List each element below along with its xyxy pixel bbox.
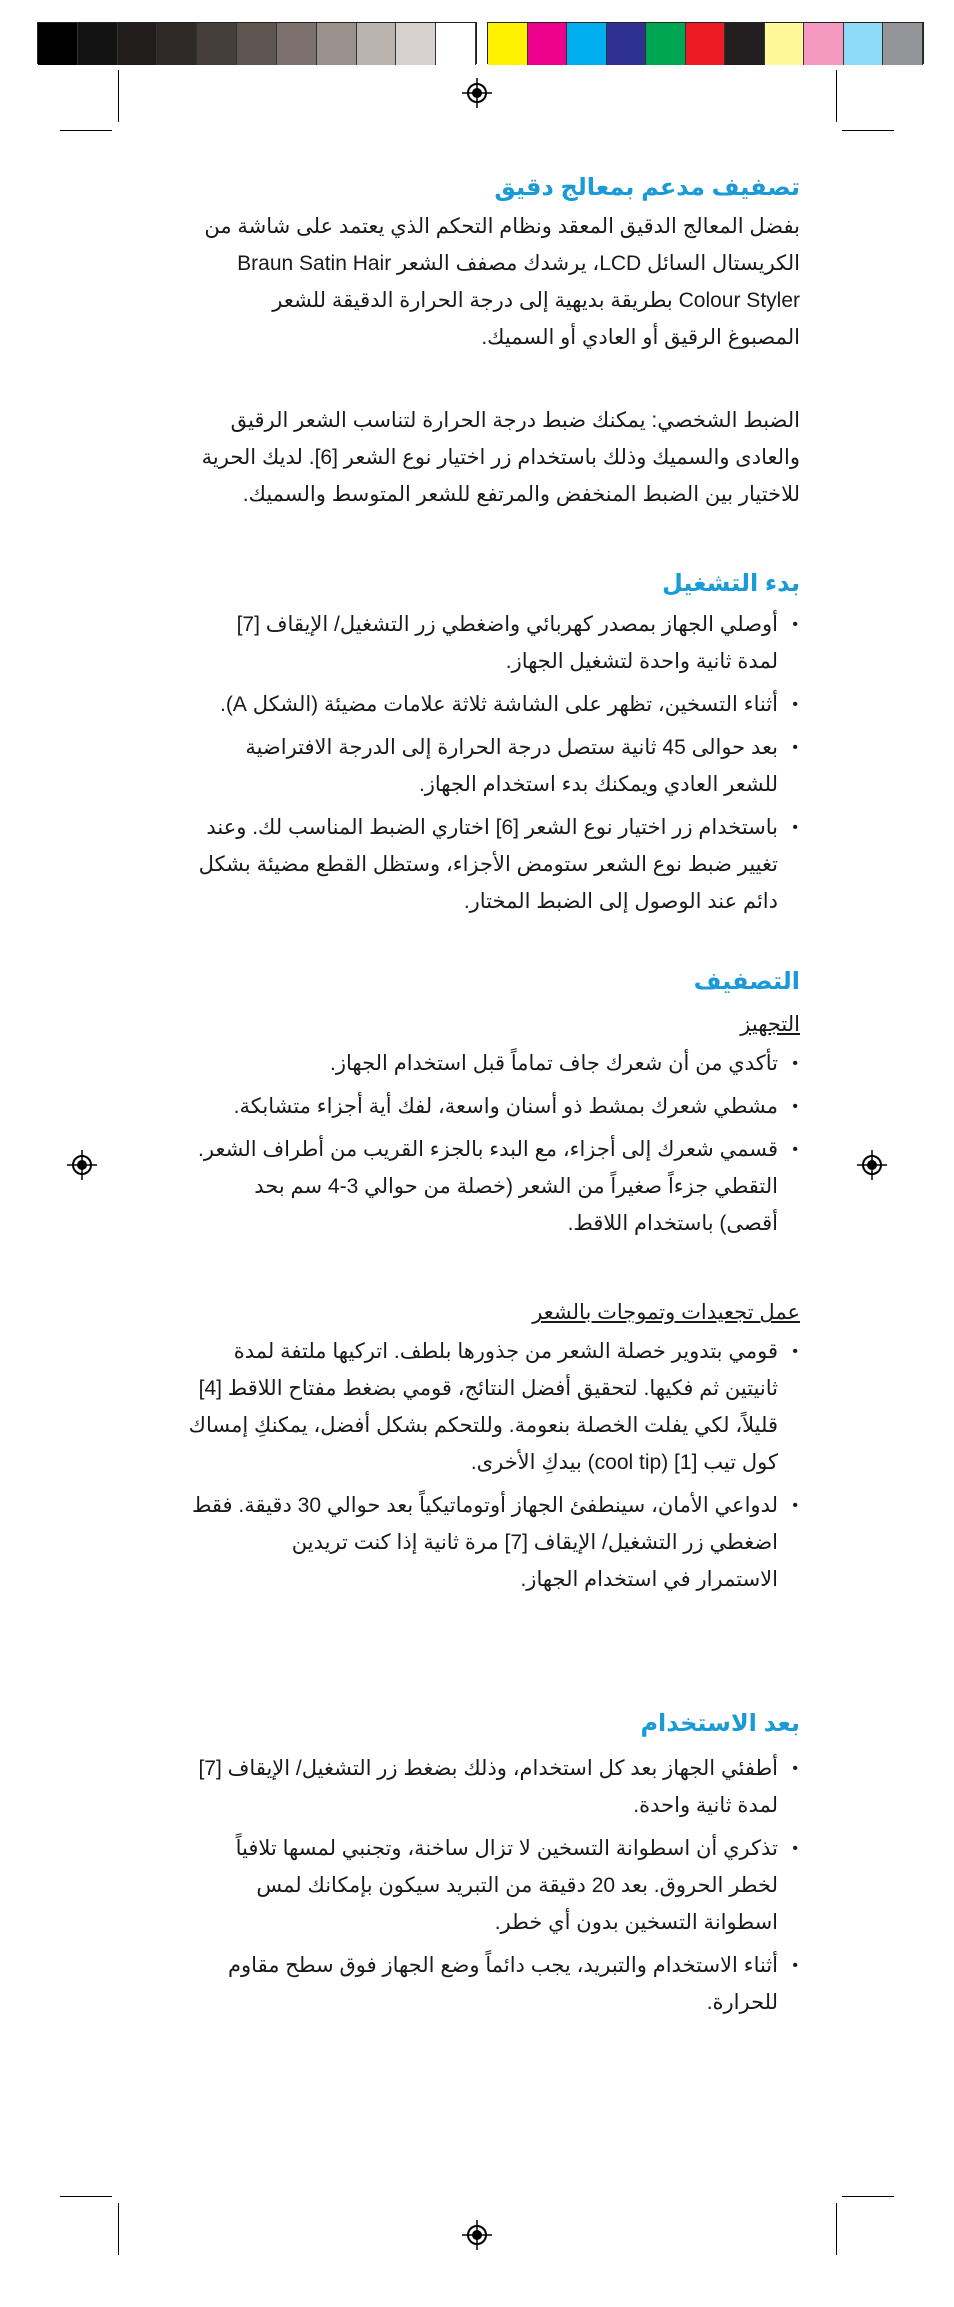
list-item: • تأكدي من أن شعرك جاف تماماً قبل استخدام الجهاز. <box>160 1045 800 1082</box>
list-item: • باستخدام زر اختيار نوع الشعر [6] اختاري الضبط المناسب لك. وعند تغيير ضبط نوع الشعر ستومض الأجزاء، وستظل القطع مضيئة بشكل دائم عند الوصول إلى الضبط المختار. <box>160 809 800 920</box>
section-title: التصفيف <box>693 968 800 995</box>
list-item: • أثناء الاستخدام والتبريد، يجب دائماً وضع الجهاز فوق سطح مقاوم للحرارة. <box>160 1947 800 2021</box>
color-swatch <box>646 23 686 65</box>
intro-paragraph <box>160 208 800 356</box>
section-after-use <box>160 1708 800 2027</box>
bullet-list <box>160 606 800 920</box>
bullet-list <box>160 1333 800 1598</box>
section-startup <box>160 568 800 926</box>
list-item: • قومي بتدوير خصلة الشعر من جذورها بلطف. اتركيها ملتفة لمدة ثانيتين ثم فكيها. لتحقيق أفضل النتائج، قومي بضغط مفتاح اللاقط [4] قليلاً، لكي يفلت الخصلة بنعومة. وللتحكم بشكل أفضل، يمكنكِ إمساك كول تيب [1] (cool tip) بيدكِ الأخرى. <box>160 1333 800 1481</box>
section-styling <box>160 966 800 1604</box>
text-line: بفضل المعالج الدقيق المعقد ونظام التحكم الذي يعتمد على شاشة من <box>204 215 800 238</box>
crop-mark-bottom-right-h <box>842 2196 894 2197</box>
text-line: الكريستال السائل LCD، يرشدك مصفف الشعر Braun Satin Hair <box>237 252 800 275</box>
crop-mark-top-left-v <box>118 70 119 122</box>
list-item: • مشطي شعرك بمشط ذو أسنان واسعة، لفك أية أجزاء متشابكة. <box>160 1088 800 1125</box>
color-swatch <box>78 23 118 65</box>
list-item: • بعد حوالى 45 ثانية ستصل درجة الحرارة إلى الدرجة الافتراضية للشعر العادي ويمكنك بدء استخدام الجهاز. <box>160 729 800 803</box>
text-line: المصبوغ الرقيق أو العادي أو السميك. <box>481 326 800 349</box>
list-item: • أثناء التسخين، تظهر على الشاشة ثلاثة علامات مضيئة (الشكل A). <box>160 686 800 723</box>
color-swatch <box>357 23 397 65</box>
color-swatch <box>38 23 78 65</box>
subsection-preparation: التجهيز <box>740 1013 800 1036</box>
section-title: بعد الاستخدام <box>640 1710 800 1737</box>
color-swatch <box>844 23 884 65</box>
registration-mark-right <box>857 1150 887 1180</box>
section-title: تصفيف مدعم بمعالج دقيق <box>494 174 800 201</box>
section-microprocessor <box>160 172 800 513</box>
bullet-list <box>160 1750 800 2021</box>
color-swatch <box>883 23 923 65</box>
text-line: Colour Styler بطريقة بديهية إلى درجة الحرارة الدقيقة للشعر <box>272 289 800 312</box>
text-line: للاختيار بين الضبط المنخفض والمرتفع للشعر المتوسط والسميك. <box>242 483 800 506</box>
registration-mark-top <box>462 78 492 108</box>
color-swatch <box>725 23 765 65</box>
color-swatch <box>157 23 197 65</box>
crop-mark-bottom-right-v <box>836 2203 837 2255</box>
crop-mark-top-right-h <box>842 130 894 131</box>
color-swatch <box>607 23 647 65</box>
color-swatch <box>396 23 436 65</box>
color-swatch <box>277 23 317 65</box>
bullet-list <box>160 1045 800 1242</box>
color-swatch <box>317 23 357 65</box>
color-swatch <box>118 23 158 65</box>
crop-mark-top-right-v <box>836 70 837 122</box>
color-swatch <box>436 23 476 65</box>
color-calibration-bar <box>37 22 924 64</box>
text-line: الضبط الشخصي: يمكنك ضبط درجة الحرارة لتناسب الشعر الرقيق <box>230 409 800 432</box>
color-swatch <box>197 23 237 65</box>
list-item: • أوصلي الجهاز بمصدر كهربائي واضغطي زر التشغيل/ الإيقاف [7] لمدة ثانية واحدة لتشغيل الجهاز. <box>160 606 800 680</box>
list-item: • قسمي شعرك إلى أجزاء، مع البدء بالجزء القريب من أطراف الشعر. التقطي جزءاً صغيراً من الشعر (خصلة من حوالي 3-4 سم بحد أقصى) باستخدام اللاقط. <box>160 1131 800 1242</box>
color-swatch <box>528 23 568 65</box>
registration-mark-left <box>67 1150 97 1180</box>
color-swatch <box>488 23 528 65</box>
crop-mark-top-left-h <box>60 130 112 131</box>
color-swatch <box>765 23 805 65</box>
grayscale-strip <box>37 22 477 64</box>
text-line: والعادى والسميك وذلك باستخدام زر اختيار نوع الشعر [6]. لديك الحرية <box>201 446 800 469</box>
list-item: • أطفئي الجهاز بعد كل استخدام، وذلك بضغط زر التشغيل/ الإيقاف [7] لمدة ثانية واحدة. <box>160 1750 800 1824</box>
crop-mark-bottom-left-h <box>60 2196 112 2197</box>
section-title: بدء التشغيل <box>661 570 800 597</box>
color-swatch <box>567 23 607 65</box>
color-swatch <box>237 23 277 65</box>
color-strip <box>487 22 924 64</box>
registration-mark-bottom <box>462 2220 492 2250</box>
subsection-curls: عمل تجعيدات وتموجات بالشعر <box>532 1301 800 1324</box>
personal-setting-paragraph <box>160 402 800 513</box>
color-swatch <box>686 23 726 65</box>
crop-mark-bottom-left-v <box>118 2203 119 2255</box>
list-item: • لدواعي الأمان، سينطفئ الجهاز أوتوماتيكياً بعد حوالي 30 دقيقة. فقط اضغطي زر التشغيل/ الإيقاف [7] مرة ثانية إذا كنت تريدين الاستمرار في استخدام الجهاز. <box>160 1487 800 1598</box>
color-swatch <box>804 23 844 65</box>
list-item: • تذكري أن اسطوانة التسخين لا تزال ساخنة، وتجنبي لمسها تلافياً لخطر الحروق. بعد 20 دقيقة من التبريد سيكون بإمكانك لمس اسطوانة التسخين بدون أي خطر. <box>160 1830 800 1941</box>
